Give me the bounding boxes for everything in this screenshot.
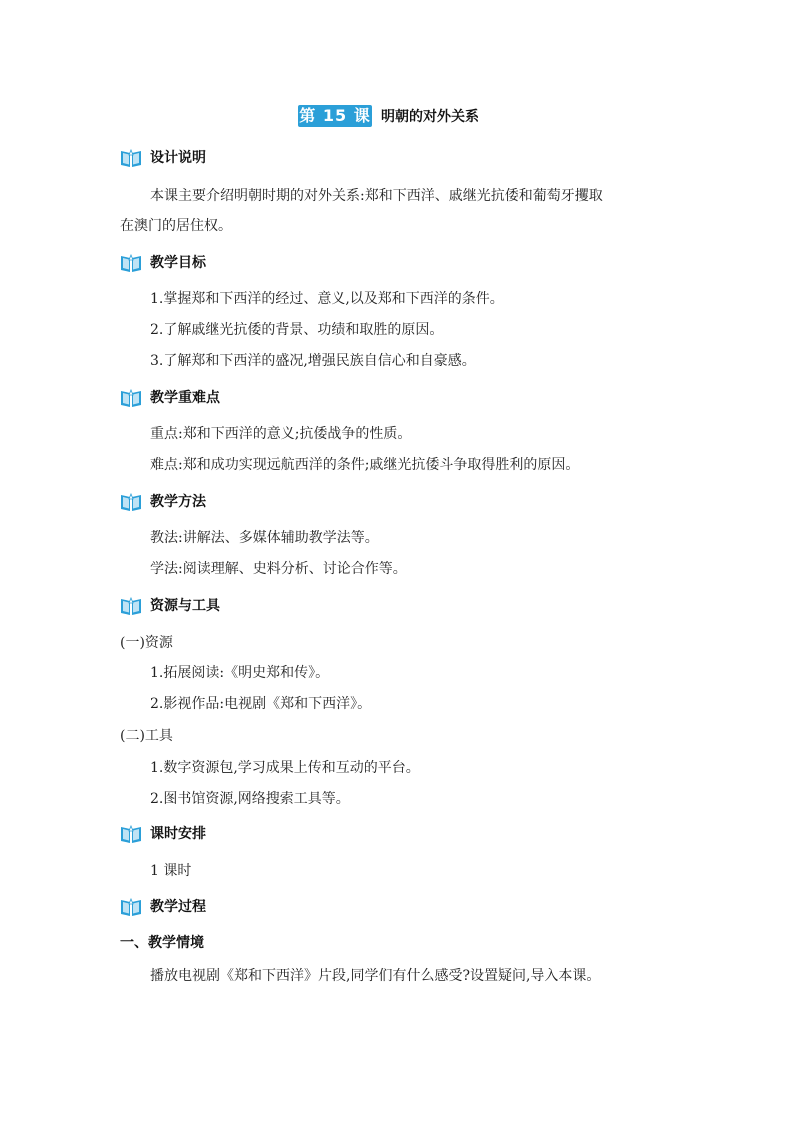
subsection-title: (一)资源 bbox=[120, 635, 173, 651]
lesson-number-badge: 第 15 课 bbox=[299, 106, 371, 125]
book-icon bbox=[120, 148, 142, 168]
list-item: 1.拓展阅读:《明史郑和传》。 bbox=[150, 665, 330, 681]
book-icon bbox=[120, 897, 142, 917]
section-title: 教学方法 bbox=[150, 494, 206, 510]
list-item: 难点:郑和成功实现远航西洋的条件;戚继光抗倭斗争取得胜利的原因。 bbox=[150, 457, 580, 473]
section-title: 资源与工具 bbox=[150, 598, 220, 614]
list-item: 2.了解戚继光抗倭的背景、功绩和取胜的原因。 bbox=[150, 322, 444, 338]
paragraph-line: 本课主要介绍明朝时期的对外关系:郑和下西洋、戚继光抗倭和葡萄牙攫取 bbox=[150, 188, 603, 204]
list-item: 教法:讲解法、多媒体辅助教学法等。 bbox=[150, 530, 379, 546]
paragraph-line: 播放电视剧《郑和下西洋》片段,同学们有什么感受?设置疑问,导入本课。 bbox=[150, 968, 601, 984]
section-title: 课时安排 bbox=[150, 826, 206, 842]
lesson-header bbox=[0, 103, 794, 129]
paragraph-line: 1 课时 bbox=[150, 863, 192, 879]
paragraph-line: 在澳门的居住权。 bbox=[120, 218, 232, 234]
list-item: 重点:郑和下西洋的意义;抗倭战争的性质。 bbox=[150, 426, 412, 442]
list-item: 1.掌握郑和下西洋的经过、意义,以及郑和下西洋的条件。 bbox=[150, 291, 504, 307]
section-title: 教学过程 bbox=[150, 899, 206, 915]
section-title: 教学重难点 bbox=[150, 390, 220, 406]
list-item: 2.图书馆资源,网络搜索工具等。 bbox=[150, 791, 350, 807]
book-icon bbox=[120, 596, 142, 616]
section-title: 设计说明 bbox=[150, 150, 206, 166]
book-icon bbox=[120, 253, 142, 273]
subsection-title: (二)工具 bbox=[120, 728, 173, 744]
section-title: 教学目标 bbox=[150, 255, 206, 271]
list-item: 学法:阅读理解、史料分析、讨论合作等。 bbox=[150, 561, 407, 577]
lesson-title: 明朝的对外关系 bbox=[381, 109, 479, 125]
list-item: 3.了解郑和下西洋的盛况,增强民族自信心和自豪感。 bbox=[150, 353, 476, 369]
book-icon bbox=[120, 824, 142, 844]
book-icon bbox=[120, 492, 142, 512]
list-item: 2.影视作品:电视剧《郑和下西洋》。 bbox=[150, 696, 372, 712]
book-icon bbox=[120, 388, 142, 408]
list-item: 1.数字资源包,学习成果上传和互动的平台。 bbox=[150, 760, 420, 776]
step-title: 一、教学情境 bbox=[120, 935, 204, 951]
